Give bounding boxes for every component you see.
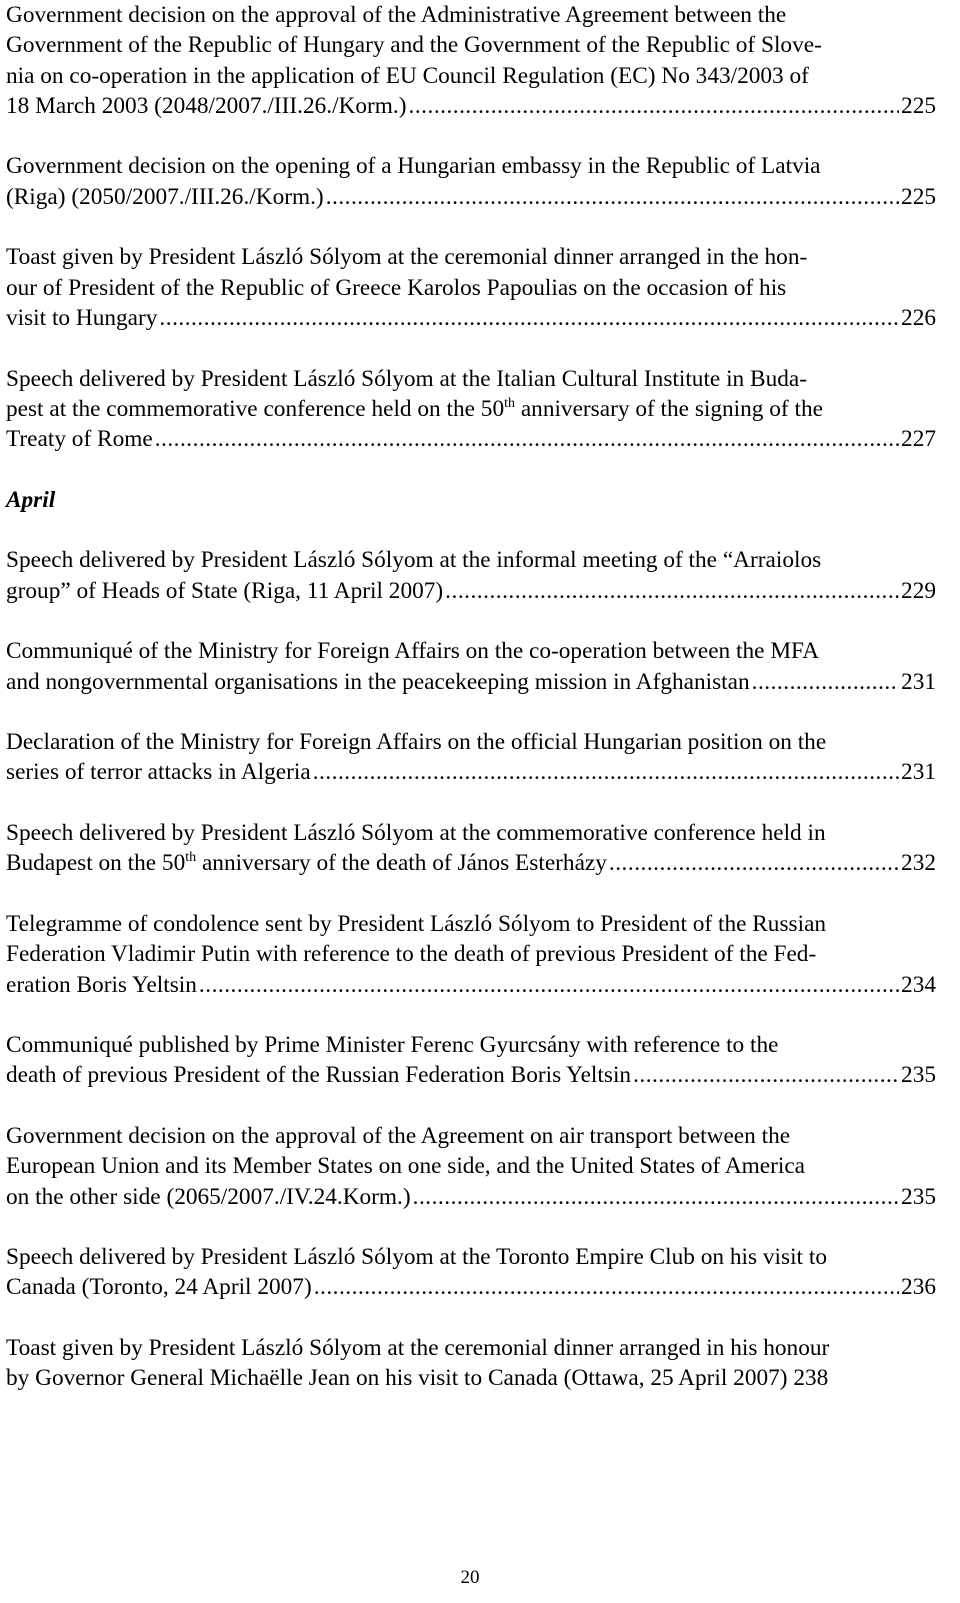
toc-page-number: 231: [901, 668, 936, 695]
toc-entry: [6, 545, 936, 606]
toc-entry: [6, 909, 936, 1000]
toc-entry-line: [6, 394, 936, 424]
dot-leader: [413, 1182, 899, 1212]
toc-entry-text: anniversary of the signing of the: [515, 395, 823, 422]
toc-entry-last-line: [6, 757, 936, 787]
toc-entry-text: Toast given by President László Sólyom at the ceremonial dinner arranged in the hon-: [6, 244, 808, 271]
toc-entry-text: Treaty of Rome: [6, 426, 153, 453]
toc-entry-text: Federation Vladimir Putin with reference to the death of previous President of the Fed-: [6, 941, 817, 968]
dot-leader: [314, 1272, 899, 1302]
toc-entry: [6, 1121, 936, 1212]
dot-leader: [752, 667, 899, 697]
toc-entry-last-line: [6, 667, 936, 697]
toc-entry-text: nia on co-operation in the application of EU Council Regulation (EC) No 343/2003 of: [6, 62, 809, 89]
toc-page-number: 226: [901, 304, 936, 331]
toc-entry: [6, 818, 936, 879]
toc-page-number: 225: [901, 183, 936, 210]
toc-entry-text: Speech delivered by President László Sólyom at the Toronto Empire Club on his visit to: [6, 1244, 827, 1271]
page-number: 20: [460, 1567, 480, 1588]
toc-entry-text: Government decision on the approval of the Agreement on air transport between the: [6, 1122, 791, 1149]
dot-leader: [199, 970, 899, 1000]
toc-entry-last-line: [6, 424, 936, 454]
toc-entry-last-line: [6, 1272, 936, 1302]
toc-entry-last-line: [6, 970, 936, 1000]
toc-entry-text: 18 March 2003 (2048/2007./III.26./Korm.): [6, 92, 407, 119]
dot-leader: [326, 182, 899, 212]
ordinal-suffix: th: [504, 395, 515, 411]
dot-leader: [409, 91, 900, 121]
toc-entry-text: death of previous President of the Russian Federation Boris Yeltsin: [6, 1062, 632, 1089]
toc-entry: [6, 636, 936, 697]
toc-entry-text: (Riga) (2050/2007./III.26./Korm.): [6, 183, 324, 210]
toc-entry-text: Communiqué of the Ministry for Foreign Affairs on the co-operation between the MFA: [6, 638, 820, 665]
dot-leader: [609, 848, 899, 878]
toc-page-number: 227: [901, 426, 936, 453]
toc-entry-text: series of terror attacks in Algeria: [6, 759, 311, 786]
toc-entry: [6, 1333, 936, 1394]
toc-entry-text: group” of Heads of State (Riga, 11 April 2007): [6, 577, 444, 604]
toc-page-number: 235: [901, 1062, 936, 1089]
toc-entry: [6, 727, 936, 788]
dot-leader: [155, 424, 899, 454]
dot-leader: [445, 576, 899, 606]
toc-page-number: 236: [901, 1274, 936, 1301]
toc-page-number: 234: [901, 971, 936, 998]
toc-entry-last-line: [6, 1060, 936, 1090]
toc-entry: [6, 0, 936, 121]
toc-entry-text: Budapest on the 50: [6, 850, 186, 877]
toc-entry: [6, 151, 936, 212]
dot-leader: [159, 303, 899, 333]
month-heading: April: [6, 486, 56, 513]
toc-entry: [6, 1242, 936, 1303]
toc-entry-text: eration Boris Yeltsin: [6, 971, 197, 998]
toc-entry-text: anniversary of the death of János Esterházy: [196, 850, 607, 877]
toc-entry-last-line: [6, 182, 936, 212]
dot-leader: [633, 1060, 899, 1090]
toc-entry-last-line: [6, 576, 936, 606]
toc-entry-text: Speech delivered by President László Sólyom at the commemorative conference held in: [6, 820, 826, 847]
toc-entry-text: by Governor General Michaëlle Jean on his visit to Canada (Ottawa, 25 April 2007) 238: [6, 1365, 829, 1392]
toc-entry: [6, 1030, 936, 1091]
toc-entry-text: visit to Hungary: [6, 304, 158, 331]
toc-entry-last-line: [6, 1182, 936, 1212]
toc-entry-text: our of President of the Republic of Greece Karolos Papoulias on the occasion of his: [6, 274, 787, 301]
toc-entry-text: Government of the Republic of Hungary and the Government of the Republic of Slove-: [6, 32, 822, 59]
toc-page-number: 232: [901, 850, 936, 877]
toc-entry-text: Communiqué published by Prime Minister Ferenc Gyurcsány with reference to the: [6, 1032, 779, 1059]
dot-leader: [313, 757, 899, 787]
toc-entry-text: Toast given by President László Sólyom at the ceremonial dinner arranged in his honour: [6, 1335, 830, 1362]
toc-entry-last-line: [6, 848, 936, 878]
toc-entry-text: Declaration of the Ministry for Foreign Affairs on the official Hungarian position on the: [6, 729, 827, 756]
toc-page-number: 231: [901, 759, 936, 786]
toc-entry-text: Speech delivered by President László Sólyom at the Italian Cultural Institute in Buda-: [6, 365, 807, 392]
toc-entry-line: [6, 848, 607, 878]
ordinal-suffix: th: [185, 850, 197, 866]
toc-entry-text: Government decision on the approval of the Administrative Agreement between the: [6, 2, 787, 28]
toc-entry-text: Government decision on the opening of a Hungarian embassy in the Republic of Latvia: [6, 153, 821, 180]
toc-page-number: 235: [901, 1183, 936, 1210]
toc-entry-last-line: [6, 91, 936, 121]
table-of-contents: [6, 0, 936, 1424]
toc-entry-text: Telegramme of condolence sent by President László Sólyom to President of the Russian: [6, 910, 827, 937]
toc-entry-text: and nongovernmental organisations in the peacekeeping mission in Afghanistan: [6, 668, 750, 695]
toc-entry-text: pest at the commemorative conference held on the 50: [6, 395, 505, 422]
toc-entry-text: on the other side (2065/2007./IV.24.Korm.): [6, 1183, 411, 1210]
toc-page-number: 225: [901, 92, 936, 119]
toc-entry: [6, 242, 936, 333]
toc-page-number: 229: [901, 577, 936, 604]
toc-entry-text: European Union and its Member States on one side, and the United States of America: [6, 1153, 806, 1180]
toc-entry-last-line: [6, 303, 936, 333]
toc-entry-text: Speech delivered by President László Sólyom at the informal meeting of the “Arraiolos: [6, 547, 822, 574]
toc-entry: [6, 364, 936, 455]
toc-entry-text: Canada (Toronto, 24 April 2007): [6, 1274, 312, 1301]
